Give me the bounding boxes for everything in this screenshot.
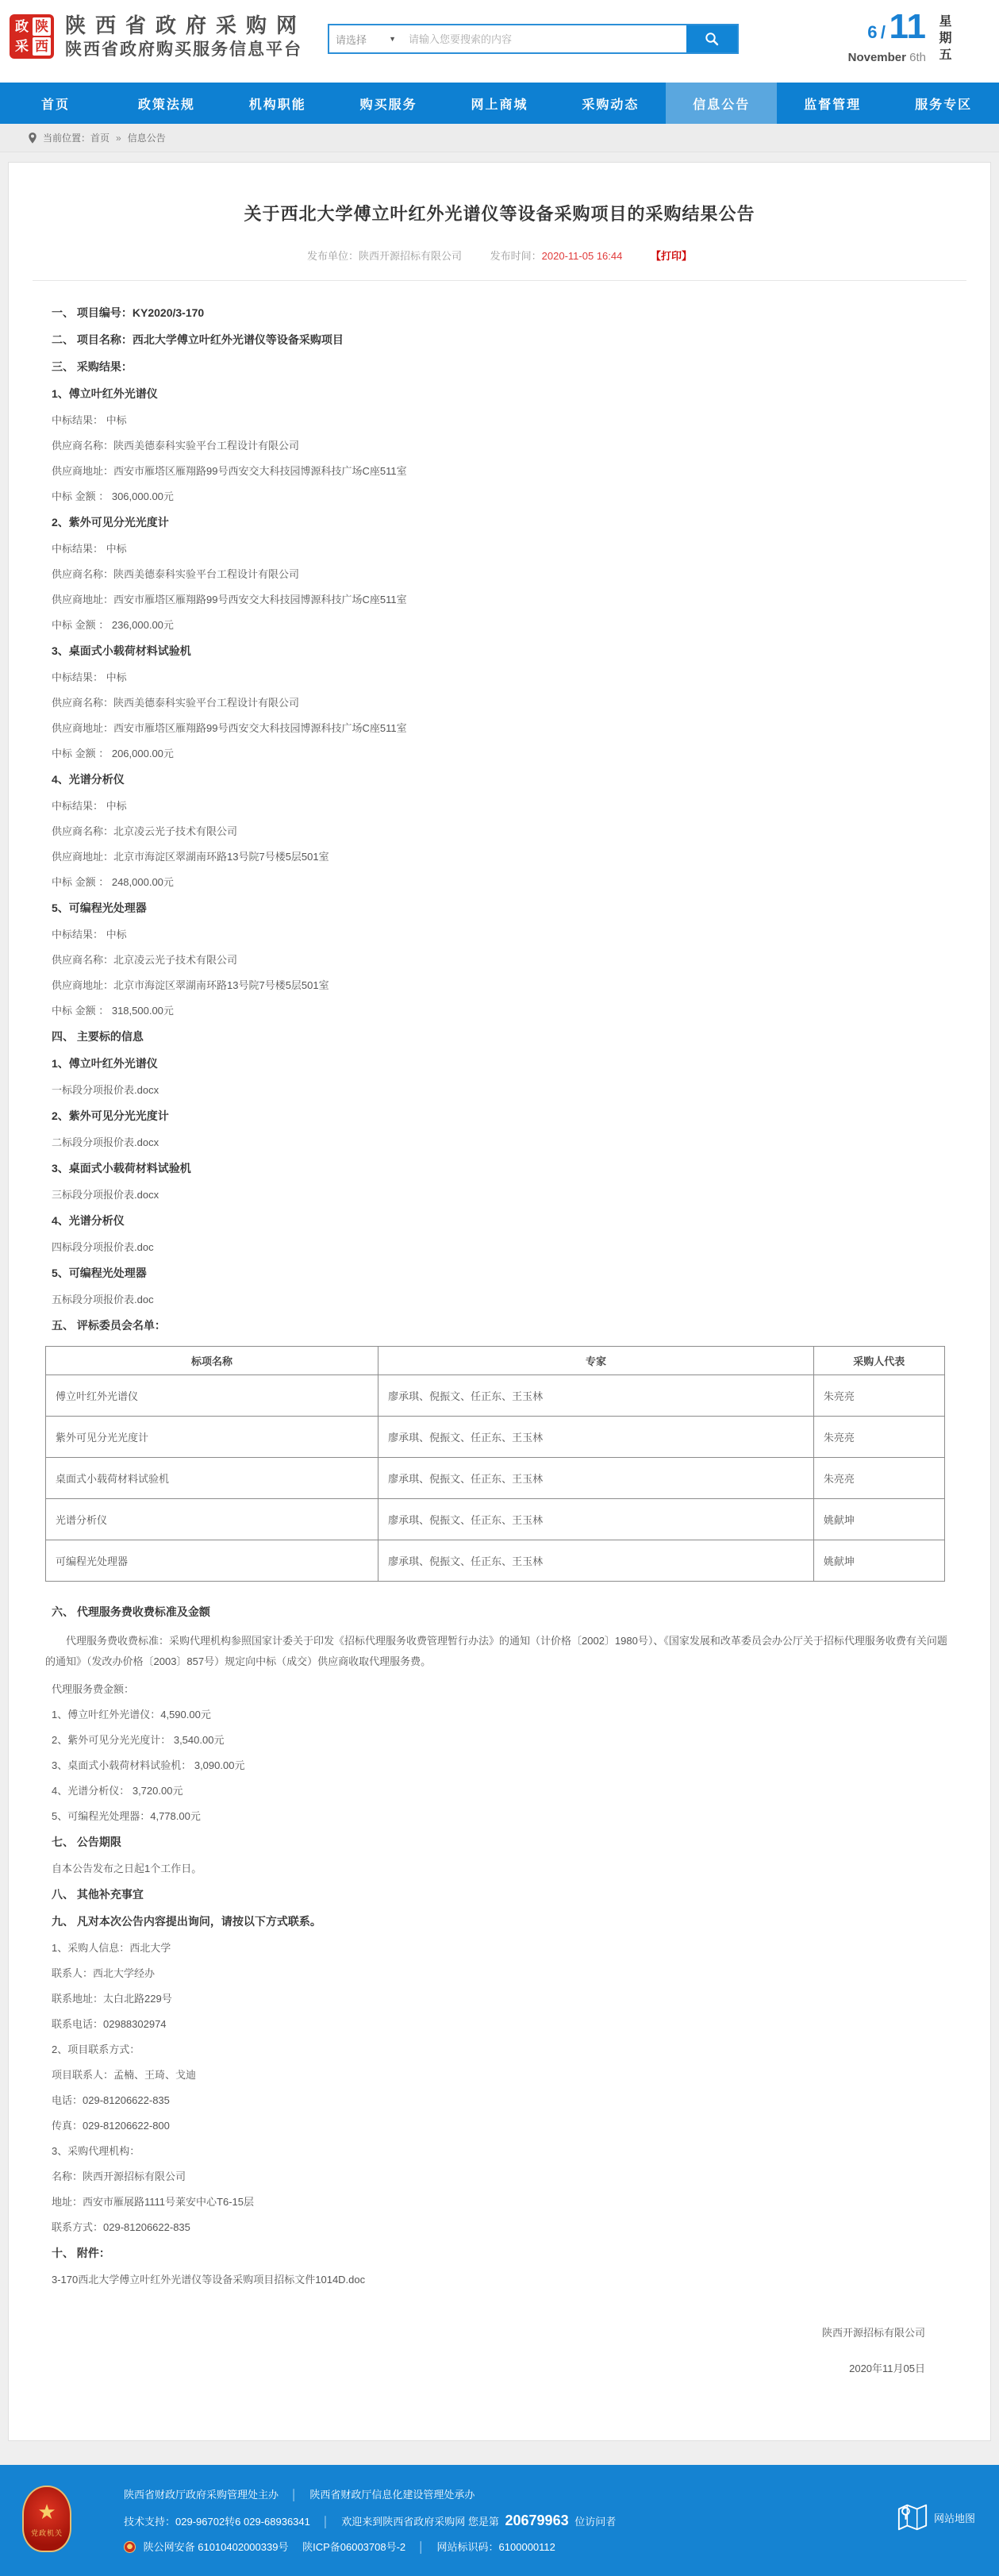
body-paragraph: 3、桌面式小载荷材料试验机： 3,090.00元	[52, 1759, 245, 1771]
police-record-number: 陕公网安备 61010402000339号	[143, 2541, 289, 2553]
body-paragraph: 供应商名称：陕西美德泰科实验平台工程设计有限公司	[52, 440, 300, 452]
body-paragraph: 联系方式：029-81206622-835	[52, 2221, 190, 2233]
logo-char: 采	[15, 39, 29, 54]
main-content-area	[0, 152, 999, 2462]
section-heading: 3、桌面式小载荷材料试验机	[52, 1162, 191, 1175]
footer-line-registration: 陕公网安备 61010402000339号 陕ICP备06003708号-2 │ 网站标识码：6100000112	[124, 2535, 616, 2560]
sitemap-label: 网站地图	[933, 2512, 975, 2524]
breadcrumb-home-link[interactable]: 首页	[90, 133, 110, 144]
logo-char: 陕	[33, 17, 51, 36]
attachment-link[interactable]: 一标段分项报价表.docx	[52, 1084, 159, 1096]
section-heading: 5、可编程光处理器	[52, 1267, 147, 1279]
nav-item-监督管理[interactable]: 监督管理	[804, 98, 862, 112]
table-cell: 朱亮亮	[813, 1417, 944, 1458]
breadcrumb-separator: »	[116, 132, 121, 144]
section-heading: 七、 公告期限	[52, 1836, 121, 1848]
footer-line-support: 技术支持：029-96702转6 029-68936341 │ 欢迎来到陕西省政府采购网 您是第 20679963 位访问者	[124, 2513, 617, 2528]
table-cell: 廖承琪、倪振文、任正东、王玉林	[378, 1499, 814, 1540]
footer-organizer: 陕西省财政厅信息化建设管理处承办	[309, 2489, 475, 2501]
attachment-link[interactable]: 三标段分项报价表.docx	[52, 1189, 159, 1201]
body-paragraph: 中标结果： 中标	[52, 800, 127, 812]
section-heading: 二、 项目名称：西北大学傅立叶红外光谱仪等设备采购项目	[52, 333, 344, 346]
table-cell: 廖承琪、倪振文、任正东、王玉林	[378, 1375, 814, 1417]
table-header-cell: 标项名称	[46, 1347, 378, 1375]
attachment-link[interactable]: 四标段分项报价表.doc	[52, 1241, 154, 1253]
section-heading: 4、光谱分析仪	[52, 1214, 125, 1227]
footer-line-hosts: 陕西省财政厅政府采购管理处主办 │ 陕西省财政厅信息化建设管理处承办	[124, 2489, 475, 2501]
body-paragraph: 供应商地址：北京市海淀区翠湖南环路13号院7号楼5层501室	[52, 979, 329, 991]
nav-item-政策法规[interactable]: 政策法规	[137, 98, 195, 112]
nav-item-采购动态[interactable]: 采购动态	[582, 98, 640, 112]
attachment-link[interactable]: 3-170西北大学傅立叶红外光谱仪等设备采购项目招标文件1014D.doc	[52, 2274, 366, 2286]
date-day-en: 6th	[909, 51, 926, 64]
signature-company: 陕西开源招标有限公司	[821, 2327, 925, 2339]
body-paragraph: 代理服务费金额：	[52, 1683, 135, 1695]
search-category-select[interactable]	[329, 25, 402, 52]
logo-char: 西	[33, 37, 51, 56]
body-paragraph: 5、可编程光处理器：4,778.00元	[52, 1810, 201, 1822]
footer-visitor-suffix: 位访问者	[574, 2516, 617, 2528]
table-cell: 桌面式小载荷材料试验机	[46, 1458, 378, 1499]
table-header-cell: 采购人代表	[813, 1347, 944, 1375]
nav-item-购买服务[interactable]: 购买服务	[359, 98, 417, 112]
table-cell: 朱亮亮	[813, 1375, 944, 1417]
sitemap-icon	[896, 2501, 929, 2533]
section-heading: 八、 其他补充事宜	[52, 1888, 144, 1901]
nav-item-信息公告[interactable]: 信息公告	[666, 83, 777, 124]
table-cell: 朱亮亮	[813, 1458, 944, 1499]
date-widget	[847, 7, 951, 64]
divider	[33, 280, 966, 281]
body-paragraph: 供应商地址：西安市雁塔区雁翔路99号西安交大科技园博源科技广场C座511室	[52, 465, 407, 477]
body-paragraph: 名称：陕西开源招标有限公司	[52, 2170, 186, 2182]
body-paragraph: 中标结果： 中标	[52, 929, 127, 940]
body-paragraph: 中标结果： 中标	[52, 543, 127, 555]
body-paragraph: 1、采购人信息：西北大学	[52, 1942, 171, 1954]
section-heading: 一、 项目编号：KY2020/3-170	[52, 306, 205, 319]
table-row	[46, 1375, 945, 1417]
publish-time-value: 2020-11-05 16:44	[541, 250, 623, 262]
body-paragraph: 供应商地址：北京市海淀区翠湖南环路13号院7号楼5层501室	[52, 851, 329, 863]
attachment-link[interactable]: 二标段分项报价表.docx	[52, 1136, 159, 1148]
section-heading: 4、光谱分析仪	[52, 773, 125, 786]
body-paragraph: 4、光谱分析仪： 3,720.00元	[52, 1785, 183, 1797]
page-footer	[0, 2465, 999, 2576]
site-code: 网站标识码：6100000112	[436, 2541, 555, 2553]
footer-visitor-prefix: 欢迎来到陕西省政府采购网 您是第	[341, 2516, 499, 2528]
body-paragraph: 1、傅立叶红外光谱仪：4,590.00元	[52, 1709, 211, 1721]
body-paragraph: 供应商地址：西安市雁塔区雁翔路99号西安交大科技园博源科技广场C座511室	[52, 594, 407, 606]
section-heading: 2、紫外可见分光光度计	[52, 516, 169, 529]
nav-item-服务专区[interactable]: 服务专区	[915, 98, 973, 112]
nav-item-网上商城[interactable]: 网上商城	[471, 98, 528, 112]
section-heading: 六、 代理服务费收费标准及金额	[52, 1605, 210, 1618]
body-paragraph: 中标 金额 ： 236,000.00元	[52, 619, 174, 631]
section-heading: 三、 采购结果：	[52, 360, 133, 373]
signature-date: 2020年11月05日	[849, 2363, 925, 2374]
date-weekday: 星期五	[937, 14, 951, 64]
body-paragraph: 地址：西安市雁展路1111号莱安中心T6-15层	[52, 2196, 254, 2208]
site-subtitle: 陕西省政府购买服务信息平台	[65, 40, 302, 59]
article-meta	[45, 248, 954, 263]
site-logo[interactable]	[10, 14, 54, 59]
publish-time-label: 发布时间：	[490, 250, 542, 262]
icp-record-number: 陕ICP备06003708号-2	[302, 2541, 406, 2553]
location-pin-icon	[27, 132, 38, 144]
date-day: 11	[889, 7, 926, 46]
table-row	[46, 1417, 945, 1458]
body-paragraph: 供应商名称：陕西美德泰科实验平台工程设计有限公司	[52, 697, 300, 709]
attachment-link[interactable]: 五标段分项报价表.doc	[52, 1294, 154, 1305]
breadcrumb-prefix: 当前位置：	[43, 133, 91, 144]
visitor-count: 20679963	[505, 2513, 569, 2528]
breadcrumb-current: 信息公告	[127, 133, 166, 144]
section-heading: 十、 附件：	[52, 2247, 110, 2259]
committee-table	[45, 1346, 945, 1582]
search-input[interactable]	[402, 25, 686, 52]
body-paragraph: 联系地址：太白北路229号	[52, 1993, 172, 2005]
body-paragraph: 联系人：西北大学经办	[52, 1967, 156, 1979]
body-paragraph: 供应商名称：北京凌云光子技术有限公司	[52, 954, 238, 966]
table-row	[46, 1458, 945, 1499]
date-month: 6	[867, 22, 878, 42]
breadcrumb	[0, 124, 999, 152]
footer-tech-support: 技术支持：029-96702转6 029-68936341	[124, 2516, 310, 2528]
article-body-top	[45, 305, 954, 1333]
table-cell: 傅立叶红外光谱仪	[46, 1375, 378, 1417]
body-paragraph: 传真：029-81206622-800	[52, 2120, 170, 2132]
article-body-bottom	[45, 1604, 954, 2288]
footer-host: 陕西省财政厅政府采购管理处主办	[124, 2489, 279, 2501]
logo-char: 政	[15, 19, 29, 34]
body-paragraph: 中标 金额 ： 206,000.00元	[52, 748, 174, 759]
print-button[interactable]: 【打印】	[650, 250, 692, 262]
table-row	[46, 1499, 945, 1540]
main-nav	[0, 83, 999, 124]
emblem-label: 党政机关	[30, 2528, 63, 2537]
nav-item-机构职能[interactable]: 机构职能	[248, 98, 306, 112]
announcement-card	[8, 162, 991, 2441]
sitemap-link[interactable]	[896, 2501, 975, 2533]
table-cell: 可编程光处理器	[46, 1540, 378, 1582]
page-title: 关于西北大学傅立叶红外光谱仪等设备采购项目的采购结果公告	[244, 204, 755, 224]
section-heading: 1、傅立叶红外光谱仪	[52, 387, 158, 400]
signature-block	[45, 2324, 954, 2375]
body-paragraph: 中标 金额 ： 318,500.00元	[52, 1005, 174, 1017]
site-title: 陕西省政府采购网	[65, 13, 307, 37]
body-paragraph: 2、紫外可见分光光度计： 3,540.00元	[52, 1734, 225, 1746]
publisher-value: 陕西开源招标有限公司	[359, 250, 463, 262]
table-cell: 廖承琪、倪振文、任正东、王玉林	[378, 1417, 814, 1458]
section-heading: 3、桌面式小载荷材料试验机	[52, 644, 191, 657]
section-heading: 2、紫外可见分光光度计	[52, 1109, 169, 1122]
table-cell: 光谱分析仪	[46, 1499, 378, 1540]
body-paragraph: 供应商地址：西安市雁塔区雁翔路99号西安交大科技园博源科技广场C座511室	[52, 722, 407, 734]
body-paragraph: 中标结果： 中标	[52, 414, 127, 426]
body-paragraph: 联系电话：02988302974	[52, 2018, 167, 2030]
table-header-cell: 专家	[378, 1347, 814, 1375]
section-heading: 5、可编程光处理器	[52, 902, 147, 914]
table-cell: 廖承琪、倪振文、任正东、王玉林	[378, 1540, 814, 1582]
table-cell: 廖承琪、倪振文、任正东、王玉林	[378, 1458, 814, 1499]
body-paragraph: 供应商名称：北京凌云光子技术有限公司	[52, 825, 238, 837]
table-cell: 姚献坤	[813, 1540, 944, 1582]
body-paragraph: 中标 金额 ： 248,000.00元	[52, 876, 174, 888]
search-box	[328, 24, 739, 54]
date-slash: /	[880, 22, 886, 42]
date-month-en: November	[847, 51, 906, 64]
body-paragraph: 中标结果： 中标	[52, 671, 127, 683]
body-paragraph: 供应商名称：陕西美德泰科实验平台工程设计有限公司	[52, 568, 300, 580]
body-paragraph: 3、采购代理机构：	[52, 2145, 140, 2157]
table-cell: 姚献坤	[813, 1499, 944, 1540]
publisher-label: 发布单位：	[307, 250, 359, 262]
chevron-down-icon: ▼	[389, 35, 396, 43]
body-paragraph: 项目联系人：孟楠、王琦、戈迪	[52, 2069, 197, 2081]
section-heading: 四、 主要标的信息	[52, 1030, 144, 1043]
police-badge-icon	[124, 2541, 136, 2553]
body-paragraph: 代理服务费收费标准：采购代理机构参照国家计委关于印发《招标代理服务收费管理暂行办法》的通知（计价格〔2002〕1980号）、《国家发展和改革委员会办公厅关于招标代理服务收费有关问题的通知》（发改办价格〔2003〕857号）规定向中标（成交）供应商收取代理服务费。	[45, 1635, 947, 1667]
body-paragraph: 2、项目联系方式：	[52, 2043, 140, 2055]
search-icon	[704, 31, 720, 47]
table-cell: 紫外可见分光光度计	[46, 1417, 378, 1458]
government-emblem-icon: ★ 党政机关	[22, 2486, 71, 2552]
page-header	[0, 0, 999, 83]
section-heading: 五、 评标委员会名单：	[52, 1319, 166, 1332]
nav-item-首页[interactable]: 首页	[40, 98, 70, 112]
table-row	[46, 1540, 945, 1582]
section-heading: 九、 凡对本次公告内容提出询问，请按以下方式联系。	[52, 1915, 321, 1928]
body-paragraph: 自本公告发布之日起1个工作日。	[52, 1863, 202, 1874]
search-select-value: 请选择	[336, 33, 367, 46]
body-paragraph: 中标 金额 ： 306,000.00元	[52, 490, 174, 502]
body-paragraph: 电话：029-81206622-835	[52, 2094, 170, 2106]
search-button[interactable]	[686, 25, 737, 52]
section-heading: 1、傅立叶红外光谱仪	[52, 1057, 158, 1070]
